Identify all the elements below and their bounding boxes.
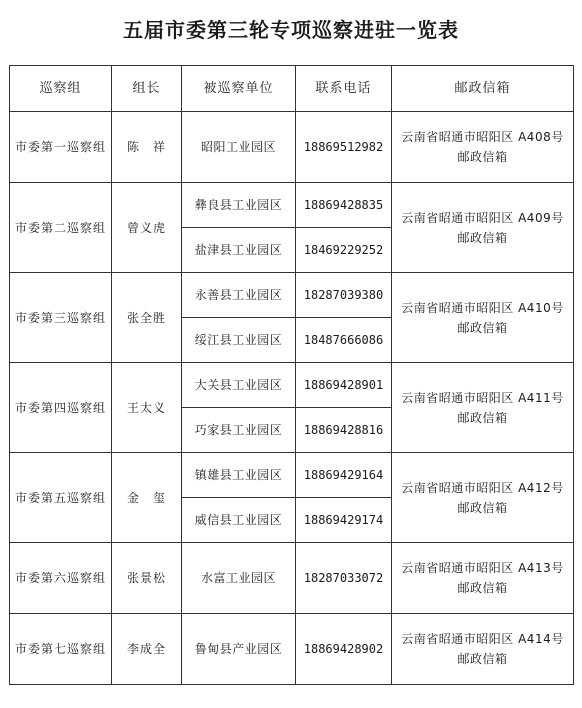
mailbox: 云南省昭通市昭阳区 A410号邮政信箱	[392, 273, 574, 363]
inspected-unit: 大关县工业园区	[182, 363, 296, 408]
table-row	[10, 112, 574, 183]
table-row	[10, 614, 574, 685]
inspected-unit: 鲁甸县产业园区	[182, 614, 296, 685]
contact-phone: 18869428902	[296, 614, 392, 685]
inspected-unit: 镇雄县工业园区	[182, 453, 296, 498]
contact-phone: 18487666086	[296, 318, 392, 363]
page-title: 五届市委第三轮专项巡察进驻一览表	[123, 18, 459, 42]
header-unit: 被巡察单位	[182, 66, 296, 112]
mailbox: 云南省昭通市昭阳区 A413号邮政信箱	[392, 543, 574, 614]
group-name: 市委第二巡察组	[10, 183, 112, 273]
inspection-table	[9, 65, 574, 685]
contact-phone: 18287033072	[296, 543, 392, 614]
group-leader: 张景松	[112, 543, 182, 614]
inspected-unit: 昭阳工业园区	[182, 112, 296, 183]
table-row	[10, 363, 574, 408]
group-leader: 王太义	[112, 363, 182, 453]
mailbox: 云南省昭通市昭阳区 A414号邮政信箱	[392, 614, 574, 685]
group-name: 市委第四巡察组	[10, 363, 112, 453]
contact-phone: 18869428835	[296, 183, 392, 228]
contact-phone: 18869429164	[296, 453, 392, 498]
group-leader: 金 玺	[112, 453, 182, 543]
table-row	[10, 543, 574, 614]
table-body	[10, 112, 574, 685]
header-leader: 组长	[112, 66, 182, 112]
mailbox: 云南省昭通市昭阳区 A411号邮政信箱	[392, 363, 574, 453]
inspected-unit: 彝良县工业园区	[182, 183, 296, 228]
group-leader: 曾义虎	[112, 183, 182, 273]
group-leader: 陈 祥	[112, 112, 182, 183]
contact-phone: 18469229252	[296, 228, 392, 273]
group-name: 市委第六巡察组	[10, 543, 112, 614]
group-leader: 张全胜	[112, 273, 182, 363]
contact-phone: 18869428816	[296, 408, 392, 453]
header-mailbox: 邮政信箱	[392, 66, 574, 112]
inspected-unit: 盐津县工业园区	[182, 228, 296, 273]
contact-phone: 18869429174	[296, 498, 392, 543]
mailbox: 云南省昭通市昭阳区 A409号邮政信箱	[392, 183, 574, 273]
table-row	[10, 273, 574, 318]
table-header-row	[10, 66, 574, 112]
mailbox: 云南省昭通市昭阳区 A408号邮政信箱	[392, 112, 574, 183]
group-leader: 李成全	[112, 614, 182, 685]
group-name: 市委第五巡察组	[10, 453, 112, 543]
contact-phone: 18869428901	[296, 363, 392, 408]
inspected-unit: 永善县工业园区	[182, 273, 296, 318]
group-name: 市委第三巡察组	[10, 273, 112, 363]
inspected-unit: 威信县工业园区	[182, 498, 296, 543]
contact-phone: 18869512982	[296, 112, 392, 183]
mailbox: 云南省昭通市昭阳区 A412号邮政信箱	[392, 453, 574, 543]
inspected-unit: 水富工业园区	[182, 543, 296, 614]
contact-phone: 18287039380	[296, 273, 392, 318]
header-phone: 联系电话	[296, 66, 392, 112]
table-row	[10, 183, 574, 228]
group-name: 市委第七巡察组	[10, 614, 112, 685]
inspected-unit: 绥江县工业园区	[182, 318, 296, 363]
group-name: 市委第一巡察组	[10, 112, 112, 183]
table-row	[10, 453, 574, 498]
header-group: 巡察组	[10, 66, 112, 112]
inspected-unit: 巧家县工业园区	[182, 408, 296, 453]
